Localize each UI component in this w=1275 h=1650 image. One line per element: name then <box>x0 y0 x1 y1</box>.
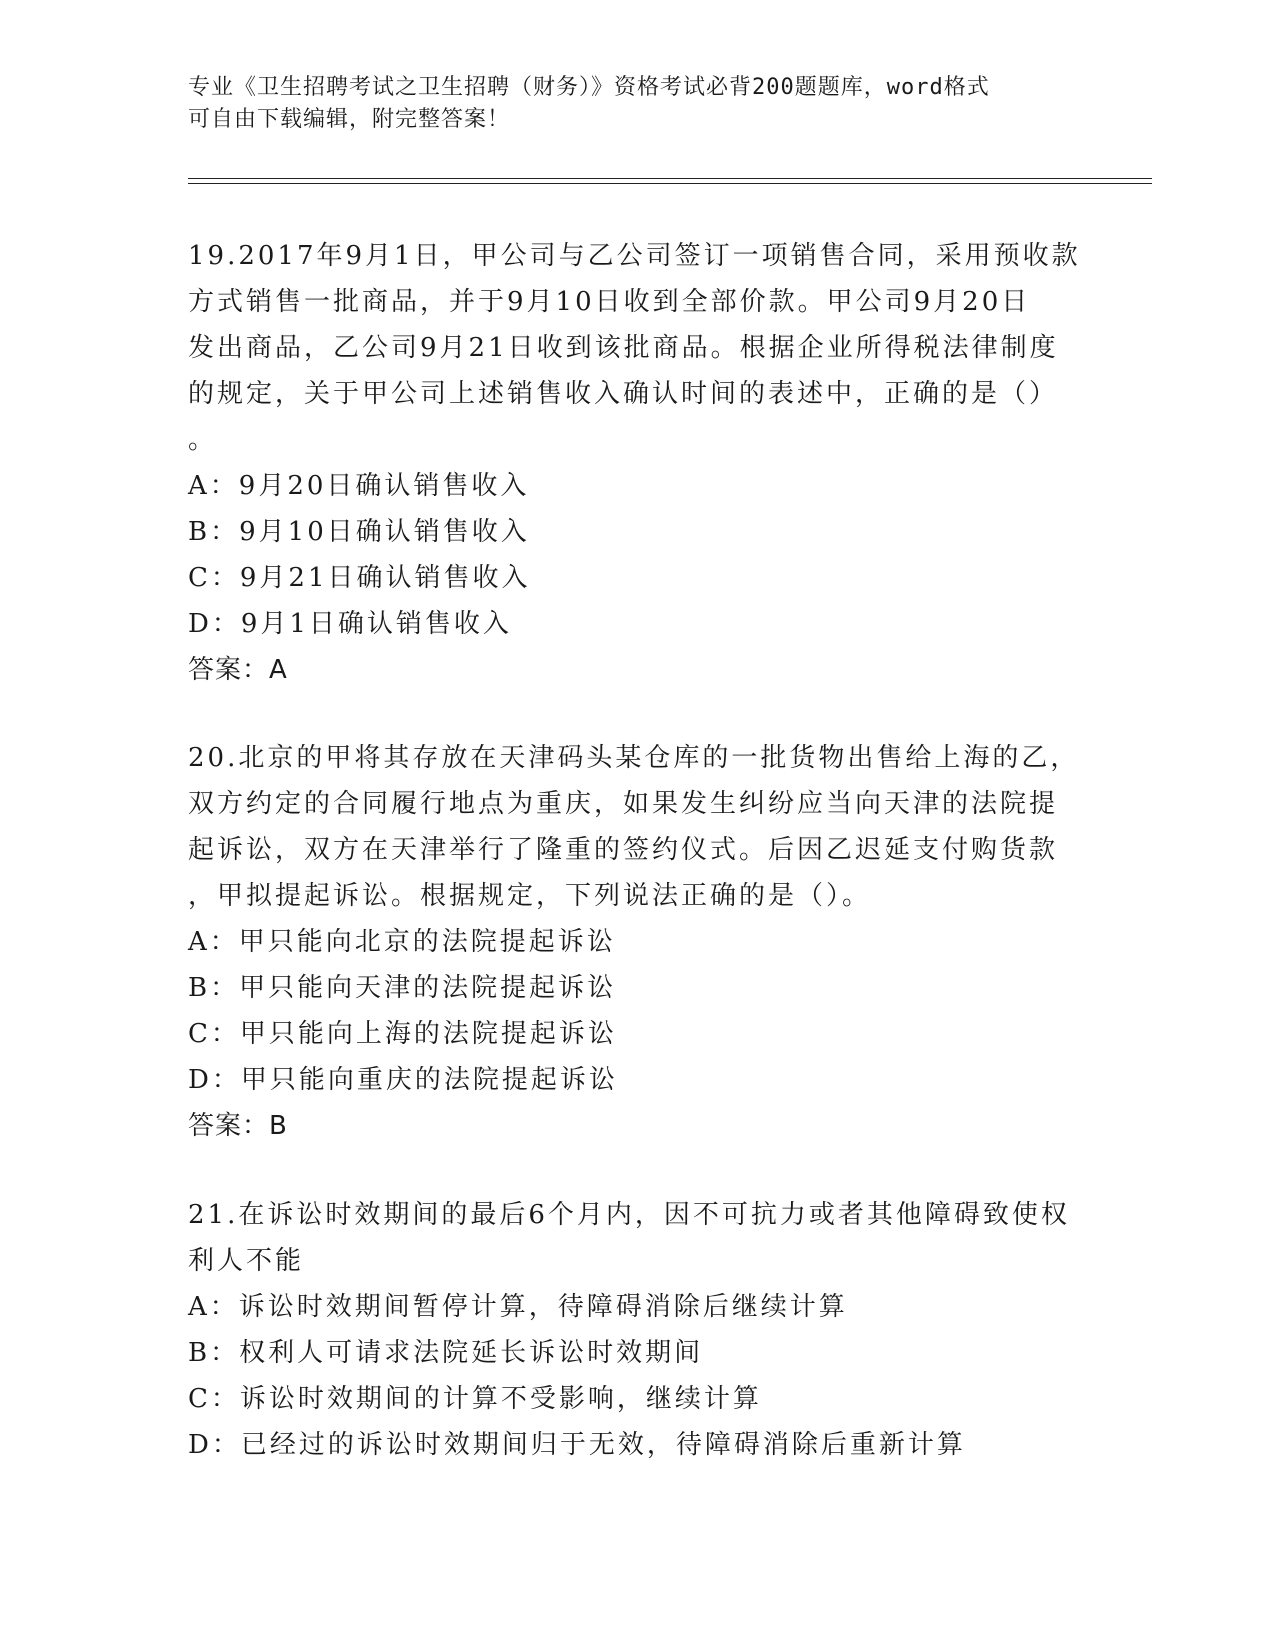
question-21 <box>188 1192 1088 1468</box>
question-stem-line: 19.2017年9月1日，甲公司与乙公司签订一项销售合同，采用预收款 <box>188 241 1081 271</box>
question-stem-line: 双方约定的合同履行地点为重庆，如果发生纠纷应当向天津的法院提 <box>188 789 1059 819</box>
header-divider-bottom <box>188 183 1152 184</box>
question-stem-line: 方式销售一批商品，并于9月10日收到全部价款。甲公司9月20日 <box>188 287 1031 317</box>
option-b: B：甲只能向天津的法院提起诉讼 <box>188 973 617 1003</box>
question-stem-line: 利人不能 <box>188 1246 305 1276</box>
option-b: B：9月10日确认销售收入 <box>188 517 530 547</box>
question-19 <box>188 233 1088 693</box>
question-20 <box>188 735 1088 1149</box>
question-stem-line: 21.在诉讼时效期间的最后6个月内，因不可抗力或者其他障碍致使权 <box>188 1200 1070 1230</box>
question-stem-line: 。 <box>188 425 218 455</box>
option-a: A：诉讼时效期间暂停计算，待障碍消除后继续计算 <box>188 1292 848 1322</box>
option-a: A：甲只能向北京的法院提起诉讼 <box>188 927 616 957</box>
question-stem-line: ，甲拟提起诉讼。根据规定，下列说法正确的是（）。 <box>188 881 872 911</box>
option-c: C：甲只能向上海的法院提起诉讼 <box>188 1019 617 1049</box>
answer-label: 答案：A <box>188 655 288 685</box>
option-c: C：9月21日确认销售收入 <box>188 563 531 593</box>
option-b: B：权利人可请求法院延长诉讼时效期间 <box>188 1338 704 1368</box>
document-header <box>188 72 1088 136</box>
header-line-2: 可自由下载编辑，附完整答案！ <box>188 107 511 132</box>
option-c: C：诉讼时效期间的计算不受影响，继续计算 <box>188 1384 762 1414</box>
header-divider-top <box>188 178 1152 179</box>
option-d: D：9月1日确认销售收入 <box>188 609 512 639</box>
question-stem-line: 20.北京的甲将其存放在天津码头某仓库的一批货物出售给上海的乙， <box>188 743 1080 773</box>
question-stem-line: 发出商品，乙公司9月21日收到该批商品。根据企业所得税法律制度 <box>188 333 1059 363</box>
question-stem-line: 的规定，关于甲公司上述销售收入确认时间的表述中，正确的是（） <box>188 379 1059 409</box>
answer-label: 答案：B <box>188 1111 288 1141</box>
question-stem-line: 起诉讼，双方在天津举行了隆重的签约仪式。后因乙迟延支付购货款 <box>188 835 1059 865</box>
option-d: D：甲只能向重庆的法院提起诉讼 <box>188 1065 618 1095</box>
header-line-1: 专业《卫生招聘考试之卫生招聘（财务）》资格考试必背200题题库，word格式 <box>188 75 990 100</box>
option-d: D：已经过的诉讼时效期间归于无效，待障碍消除后重新计算 <box>188 1430 966 1460</box>
option-a: A：9月20日确认销售收入 <box>188 471 530 501</box>
